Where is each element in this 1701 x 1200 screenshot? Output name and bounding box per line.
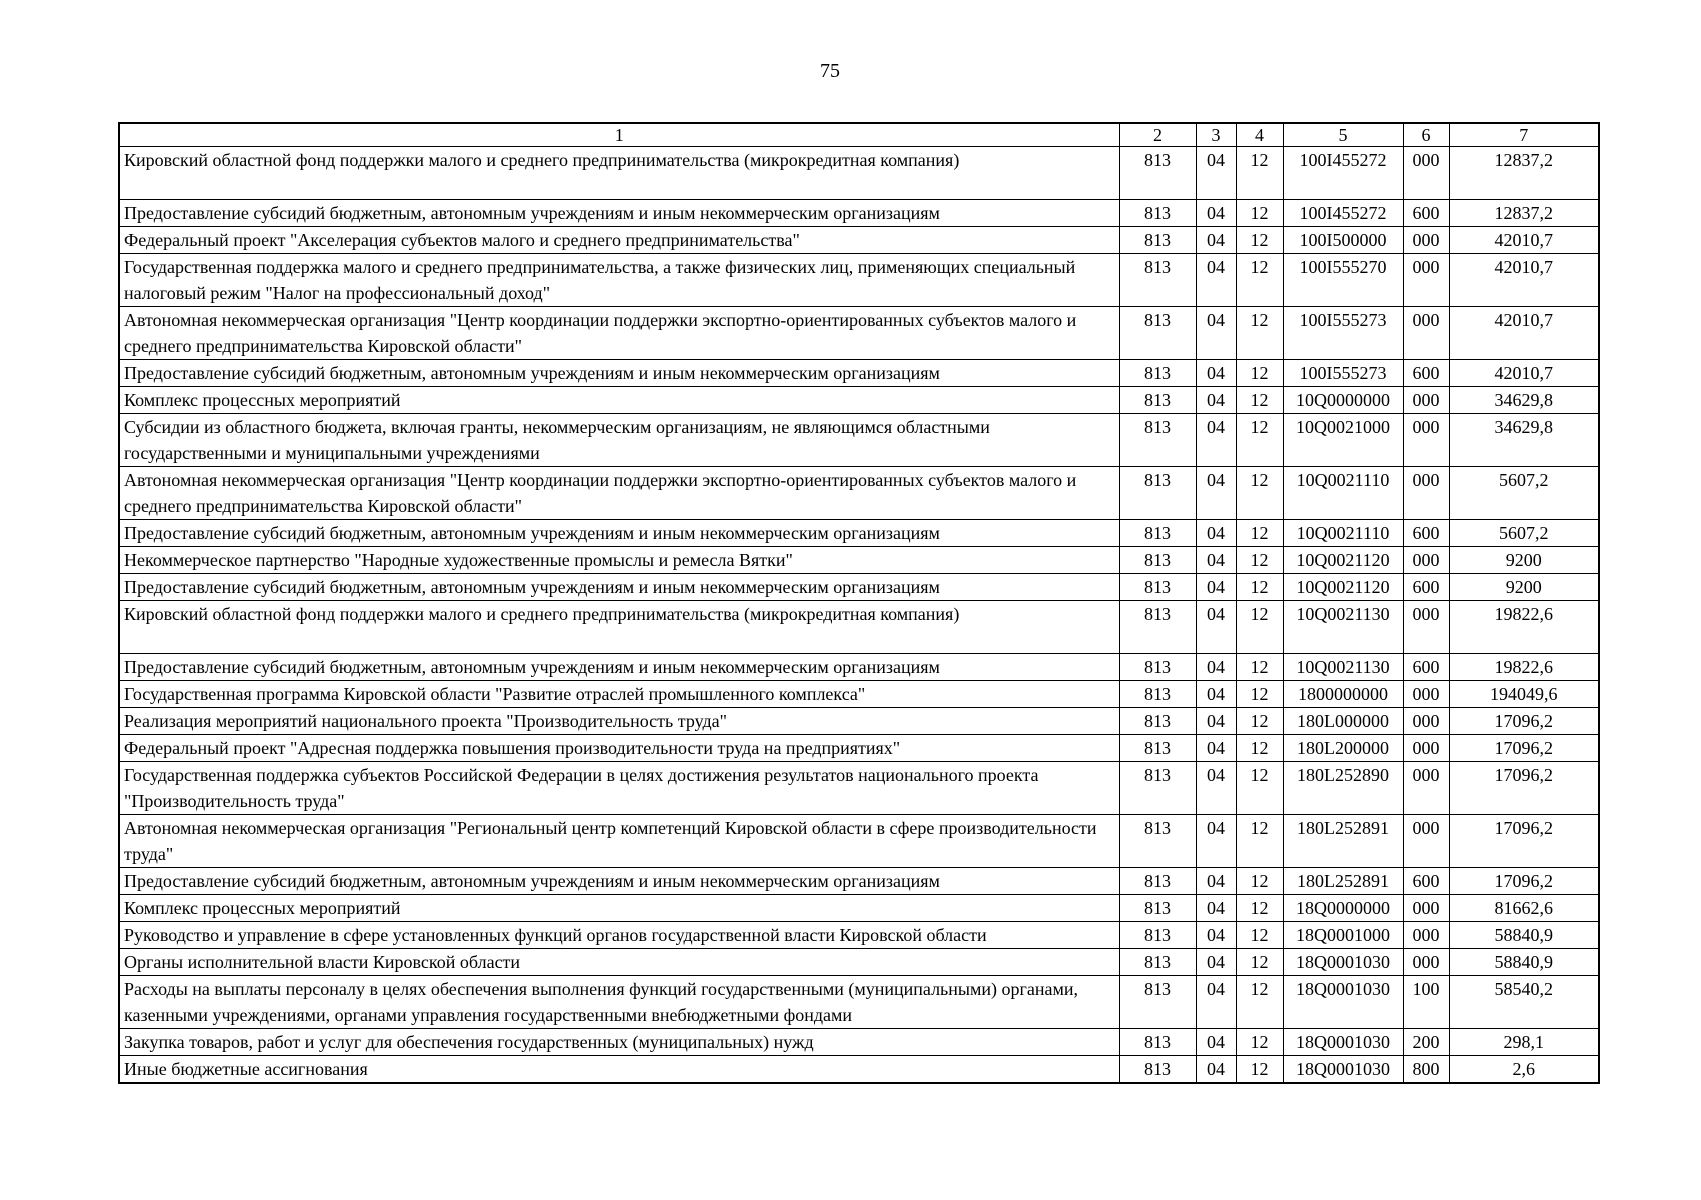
section-cell: 04 — [1196, 601, 1236, 654]
amount-cell: 19822,6 — [1449, 601, 1599, 654]
subsection-cell: 12 — [1236, 708, 1283, 735]
table-row — [119, 949, 1599, 976]
table-row — [119, 1029, 1599, 1056]
column-header: 2 — [1119, 123, 1196, 147]
table-row — [119, 387, 1599, 414]
table-row — [119, 147, 1599, 200]
header-row — [119, 123, 1599, 147]
section-cell: 04 — [1196, 654, 1236, 681]
expense-type-cell: 000 — [1403, 254, 1449, 307]
table-row — [119, 227, 1599, 254]
target-article-cell: 180L200000 — [1283, 735, 1403, 762]
section-cell: 04 — [1196, 868, 1236, 895]
page-number: 75 — [820, 60, 840, 82]
amount-cell: 12837,2 — [1449, 147, 1599, 200]
table-row — [119, 200, 1599, 227]
section-cell: 04 — [1196, 360, 1236, 387]
subsection-cell: 12 — [1236, 200, 1283, 227]
amount-cell: 17096,2 — [1449, 868, 1599, 895]
target-article-cell: 180L000000 — [1283, 708, 1403, 735]
rzpr-code-cell: 813 — [1119, 1029, 1196, 1056]
target-article-cell: 10Q0021130 — [1283, 601, 1403, 654]
rzpr-code-cell: 813 — [1119, 520, 1196, 547]
row-name-cell: Государственная поддержка малого и среднего предпринимательства, а также физических лиц, применяющих специальный налоговый режим "Налог на профессиональный доход" — [119, 254, 1119, 307]
section-cell: 04 — [1196, 147, 1236, 200]
section-cell: 04 — [1196, 922, 1236, 949]
target-article-cell: 10Q0021120 — [1283, 574, 1403, 601]
table-row — [119, 922, 1599, 949]
subsection-cell: 12 — [1236, 735, 1283, 762]
expense-type-cell: 000 — [1403, 227, 1449, 254]
table-row — [119, 762, 1599, 815]
row-name-cell: Государственная программа Кировской области "Развитие отраслей промышленного комплекса" — [119, 681, 1119, 708]
expense-type-cell: 600 — [1403, 520, 1449, 547]
rzpr-code-cell: 813 — [1119, 307, 1196, 360]
amount-cell: 42010,7 — [1449, 254, 1599, 307]
row-name-cell: Автономная некоммерческая организация "Центр координации поддержки экспортно-ориентированных субъектов малого и среднего предпринимательства Кировской области" — [119, 467, 1119, 520]
table-row — [119, 654, 1599, 681]
section-cell: 04 — [1196, 681, 1236, 708]
row-name-cell: Предоставление субсидий бюджетным, автономным учреждениям и иным некоммерческим организациям — [119, 360, 1119, 387]
expense-type-cell: 600 — [1403, 868, 1449, 895]
target-article-cell: 18Q0001030 — [1283, 976, 1403, 1029]
table-row — [119, 1056, 1599, 1084]
rzpr-code-cell: 813 — [1119, 815, 1196, 868]
row-name-cell: Предоставление субсидий бюджетным, автономным учреждениям и иным некоммерческим организациям — [119, 520, 1119, 547]
amount-cell: 34629,8 — [1449, 414, 1599, 467]
rzpr-code-cell: 813 — [1119, 467, 1196, 520]
rzpr-code-cell: 813 — [1119, 922, 1196, 949]
rzpr-code-cell: 813 — [1119, 681, 1196, 708]
section-cell: 04 — [1196, 307, 1236, 360]
target-article-cell: 1800000000 — [1283, 681, 1403, 708]
amount-cell: 42010,7 — [1449, 307, 1599, 360]
subsection-cell: 12 — [1236, 601, 1283, 654]
target-article-cell: 100I455272 — [1283, 200, 1403, 227]
expense-type-cell: 600 — [1403, 200, 1449, 227]
section-cell: 04 — [1196, 227, 1236, 254]
subsection-cell: 12 — [1236, 922, 1283, 949]
amount-cell: 34629,8 — [1449, 387, 1599, 414]
amount-cell: 9200 — [1449, 574, 1599, 601]
subsection-cell: 12 — [1236, 147, 1283, 200]
expense-type-cell: 600 — [1403, 654, 1449, 681]
row-name-cell: Иные бюджетные ассигнования — [119, 1056, 1119, 1084]
amount-cell: 17096,2 — [1449, 708, 1599, 735]
amount-cell: 5607,2 — [1449, 520, 1599, 547]
table-row — [119, 868, 1599, 895]
amount-cell: 194049,6 — [1449, 681, 1599, 708]
rzpr-code-cell: 813 — [1119, 414, 1196, 467]
target-article-cell: 10Q0021110 — [1283, 467, 1403, 520]
expense-type-cell: 000 — [1403, 949, 1449, 976]
target-article-cell: 18Q0001030 — [1283, 1056, 1403, 1084]
rzpr-code-cell: 813 — [1119, 360, 1196, 387]
table-row — [119, 467, 1599, 520]
rzpr-code-cell: 813 — [1119, 762, 1196, 815]
target-article-cell: 18Q0001000 — [1283, 922, 1403, 949]
subsection-cell: 12 — [1236, 387, 1283, 414]
row-name-cell: Органы исполнительной власти Кировской области — [119, 949, 1119, 976]
row-name-cell: Федеральный проект "Адресная поддержка повышения производительности труда на предприятиях" — [119, 735, 1119, 762]
subsection-cell: 12 — [1236, 1056, 1283, 1084]
subsection-cell: 12 — [1236, 574, 1283, 601]
amount-cell: 17096,2 — [1449, 735, 1599, 762]
row-name-cell: Некоммерческое партнерство "Народные художественные промыслы и ремесла Вятки" — [119, 547, 1119, 574]
expense-type-cell: 000 — [1403, 601, 1449, 654]
table-row — [119, 547, 1599, 574]
table-row — [119, 360, 1599, 387]
section-cell: 04 — [1196, 387, 1236, 414]
target-article-cell: 10Q0021120 — [1283, 547, 1403, 574]
section-cell: 04 — [1196, 708, 1236, 735]
rzpr-code-cell: 813 — [1119, 1056, 1196, 1084]
target-article-cell: 100I555273 — [1283, 360, 1403, 387]
expense-type-cell: 600 — [1403, 360, 1449, 387]
section-cell: 04 — [1196, 520, 1236, 547]
subsection-cell: 12 — [1236, 254, 1283, 307]
subsection-cell: 12 — [1236, 895, 1283, 922]
table-row — [119, 307, 1599, 360]
rzpr-code-cell: 813 — [1119, 574, 1196, 601]
rzpr-code-cell: 813 — [1119, 227, 1196, 254]
target-article-cell: 10Q0021130 — [1283, 654, 1403, 681]
expense-type-cell: 000 — [1403, 547, 1449, 574]
section-cell: 04 — [1196, 414, 1236, 467]
section-cell: 04 — [1196, 547, 1236, 574]
expense-type-cell: 000 — [1403, 414, 1449, 467]
amount-cell: 58840,9 — [1449, 949, 1599, 976]
expense-type-cell: 000 — [1403, 922, 1449, 949]
expense-type-cell: 200 — [1403, 1029, 1449, 1056]
subsection-cell: 12 — [1236, 1029, 1283, 1056]
section-cell: 04 — [1196, 1056, 1236, 1084]
rzpr-code-cell: 813 — [1119, 200, 1196, 227]
target-article-cell: 18Q0000000 — [1283, 895, 1403, 922]
section-cell: 04 — [1196, 735, 1236, 762]
target-article-cell: 100I500000 — [1283, 227, 1403, 254]
expense-type-cell: 000 — [1403, 307, 1449, 360]
target-article-cell: 100I455272 — [1283, 147, 1403, 200]
rzpr-code-cell: 813 — [1119, 387, 1196, 414]
subsection-cell: 12 — [1236, 949, 1283, 976]
expense-type-cell: 000 — [1403, 735, 1449, 762]
rzpr-code-cell: 813 — [1119, 147, 1196, 200]
expense-type-cell: 000 — [1403, 895, 1449, 922]
amount-cell: 17096,2 — [1449, 762, 1599, 815]
rzpr-code-cell: 813 — [1119, 601, 1196, 654]
row-name-cell: Предоставление субсидий бюджетным, автономным учреждениям и иным некоммерческим организациям — [119, 200, 1119, 227]
rzpr-code-cell: 813 — [1119, 735, 1196, 762]
target-article-cell: 10Q0021110 — [1283, 520, 1403, 547]
row-name-cell: Субсидии из областного бюджета, включая гранты, некоммерческим организациям, не являющимся областными государственными и муниципальными учреждениями — [119, 414, 1119, 467]
target-article-cell: 100I555273 — [1283, 307, 1403, 360]
column-header: 3 — [1196, 123, 1236, 147]
table-row — [119, 520, 1599, 547]
table-row — [119, 976, 1599, 1029]
subsection-cell: 12 — [1236, 467, 1283, 520]
amount-cell: 42010,7 — [1449, 360, 1599, 387]
row-name-cell: Предоставление субсидий бюджетным, автономным учреждениям и иным некоммерческим организациям — [119, 574, 1119, 601]
expense-type-cell: 000 — [1403, 467, 1449, 520]
table-row — [119, 681, 1599, 708]
section-cell: 04 — [1196, 949, 1236, 976]
table-row — [119, 708, 1599, 735]
amount-cell: 17096,2 — [1449, 815, 1599, 868]
target-article-cell: 18Q0001030 — [1283, 1029, 1403, 1056]
amount-cell: 2,6 — [1449, 1056, 1599, 1084]
table-row — [119, 735, 1599, 762]
expense-type-cell: 000 — [1403, 681, 1449, 708]
amount-cell: 9200 — [1449, 547, 1599, 574]
amount-cell: 12837,2 — [1449, 200, 1599, 227]
rzpr-code-cell: 813 — [1119, 654, 1196, 681]
section-cell: 04 — [1196, 976, 1236, 1029]
amount-cell: 298,1 — [1449, 1029, 1599, 1056]
rzpr-code-cell: 813 — [1119, 254, 1196, 307]
amount-cell: 42010,7 — [1449, 227, 1599, 254]
rzpr-code-cell: 813 — [1119, 547, 1196, 574]
row-name-cell: Комплекс процессных мероприятий — [119, 387, 1119, 414]
row-name-cell: Расходы на выплаты персоналу в целях обеспечения выполнения функций государственными (муниципальными) органами, казенными учреждениями, органами управления государственными внебюджетными фондами — [119, 976, 1119, 1029]
table-row — [119, 601, 1599, 654]
row-name-cell: Государственная поддержка субъектов Российской Федерации в целях достижения результатов национального проекта "Производительность труда" — [119, 762, 1119, 815]
column-header: 1 — [119, 123, 1119, 147]
expense-type-cell: 000 — [1403, 762, 1449, 815]
target-article-cell: 18Q0001030 — [1283, 949, 1403, 976]
row-name-cell: Предоставление субсидий бюджетным, автономным учреждениям и иным некоммерческим организациям — [119, 654, 1119, 681]
subsection-cell: 12 — [1236, 868, 1283, 895]
subsection-cell: 12 — [1236, 654, 1283, 681]
section-cell: 04 — [1196, 815, 1236, 868]
subsection-cell: 12 — [1236, 815, 1283, 868]
rzpr-code-cell: 813 — [1119, 976, 1196, 1029]
row-name-cell: Федеральный проект "Акселерация субъектов малого и среднего предпринимательства" — [119, 227, 1119, 254]
rzpr-code-cell: 813 — [1119, 868, 1196, 895]
target-article-cell: 180L252891 — [1283, 868, 1403, 895]
amount-cell: 81662,6 — [1449, 895, 1599, 922]
subsection-cell: 12 — [1236, 520, 1283, 547]
subsection-cell: 12 — [1236, 976, 1283, 1029]
rzpr-code-cell: 813 — [1119, 708, 1196, 735]
target-article-cell: 10Q0021000 — [1283, 414, 1403, 467]
target-article-cell: 10Q0000000 — [1283, 387, 1403, 414]
budget-table — [118, 122, 1600, 1084]
expense-type-cell: 100 — [1403, 976, 1449, 1029]
amount-cell: 5607,2 — [1449, 467, 1599, 520]
table-row — [119, 414, 1599, 467]
section-cell: 04 — [1196, 200, 1236, 227]
table-row — [119, 895, 1599, 922]
expense-type-cell: 000 — [1403, 147, 1449, 200]
table-row — [119, 254, 1599, 307]
section-cell: 04 — [1196, 574, 1236, 601]
table-row — [119, 574, 1599, 601]
expense-type-cell: 000 — [1403, 708, 1449, 735]
row-name-cell: Руководство и управление в сфере установленных функций органов государственной власти Кировской области — [119, 922, 1119, 949]
row-name-cell: Кировский областной фонд поддержки малого и среднего предпринимательства (микрокредитная компания) — [119, 601, 1119, 654]
target-article-cell: 180L252891 — [1283, 815, 1403, 868]
row-name-cell: Закупка товаров, работ и услуг для обеспечения государственных (муниципальных) нужд — [119, 1029, 1119, 1056]
row-name-cell: Автономная некоммерческая организация "Региональный центр компетенций Кировской области в сфере производительности труда" — [119, 815, 1119, 868]
column-header: 7 — [1449, 123, 1599, 147]
subsection-cell: 12 — [1236, 414, 1283, 467]
row-name-cell: Предоставление субсидий бюджетным, автономным учреждениям и иным некоммерческим организациям — [119, 868, 1119, 895]
subsection-cell: 12 — [1236, 762, 1283, 815]
expense-type-cell: 800 — [1403, 1056, 1449, 1084]
subsection-cell: 12 — [1236, 547, 1283, 574]
expense-type-cell: 000 — [1403, 387, 1449, 414]
amount-cell: 58840,9 — [1449, 922, 1599, 949]
subsection-cell: 12 — [1236, 227, 1283, 254]
column-header: 6 — [1403, 123, 1449, 147]
section-cell: 04 — [1196, 1029, 1236, 1056]
expense-type-cell: 000 — [1403, 815, 1449, 868]
subsection-cell: 12 — [1236, 307, 1283, 360]
section-cell: 04 — [1196, 467, 1236, 520]
section-cell: 04 — [1196, 762, 1236, 815]
table-row — [119, 815, 1599, 868]
subsection-cell: 12 — [1236, 681, 1283, 708]
subsection-cell: 12 — [1236, 360, 1283, 387]
target-article-cell: 180L252890 — [1283, 762, 1403, 815]
section-cell: 04 — [1196, 254, 1236, 307]
row-name-cell: Кировский областной фонд поддержки малого и среднего предпринимательства (микрокредитная компания) — [119, 147, 1119, 200]
section-cell: 04 — [1196, 895, 1236, 922]
rzpr-code-cell: 813 — [1119, 895, 1196, 922]
row-name-cell: Реализация мероприятий национального проекта "Производительность труда" — [119, 708, 1119, 735]
row-name-cell: Автономная некоммерческая организация "Центр координации поддержки экспортно-ориентированных субъектов малого и среднего предпринимательства Кировской области" — [119, 307, 1119, 360]
amount-cell: 58540,2 — [1449, 976, 1599, 1029]
rzpr-code-cell: 813 — [1119, 949, 1196, 976]
target-article-cell: 100I555270 — [1283, 254, 1403, 307]
amount-cell: 19822,6 — [1449, 654, 1599, 681]
column-header: 4 — [1236, 123, 1283, 147]
column-header: 5 — [1283, 123, 1403, 147]
row-name-cell: Комплекс процессных мероприятий — [119, 895, 1119, 922]
expense-type-cell: 600 — [1403, 574, 1449, 601]
